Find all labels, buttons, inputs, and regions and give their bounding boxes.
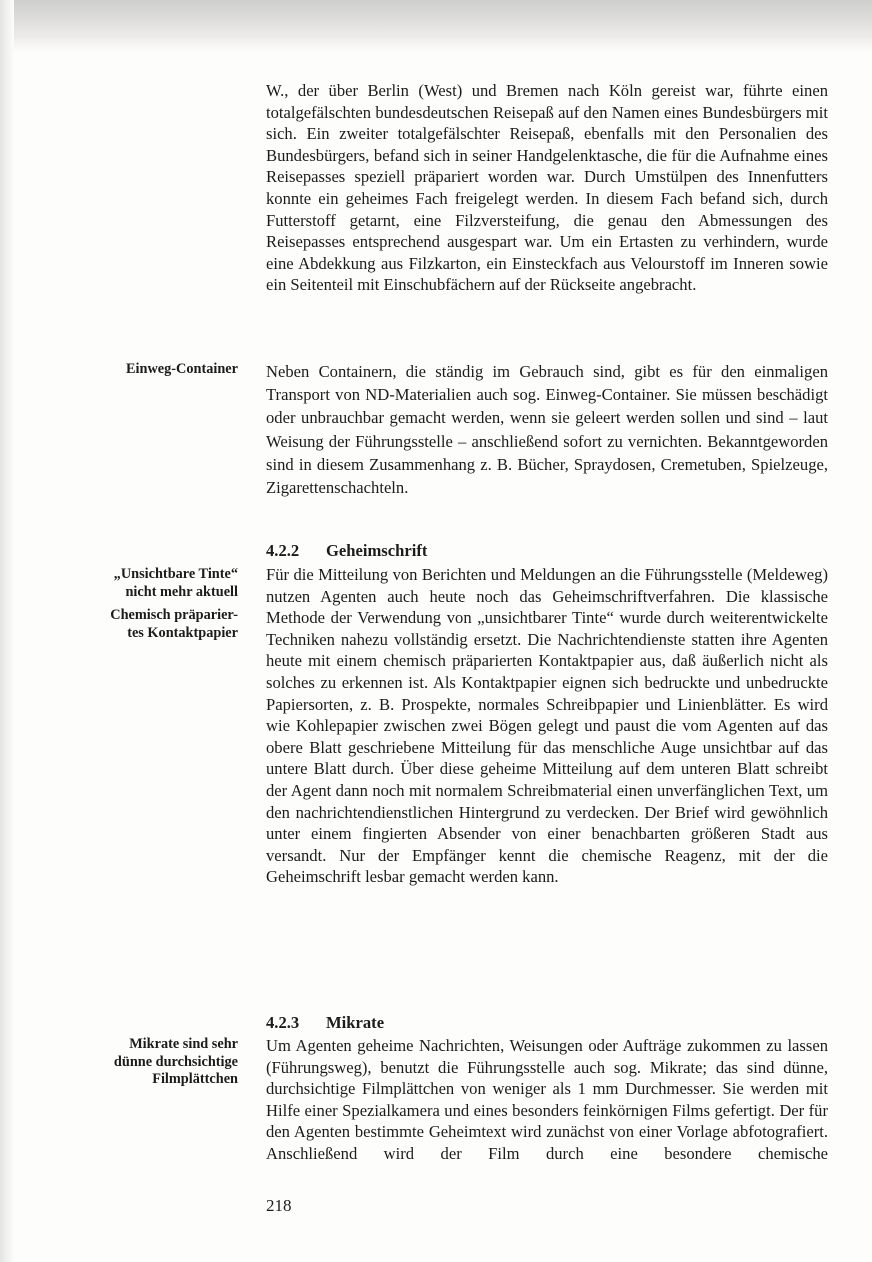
mikrate-paragraph <box>266 1035 828 1165</box>
intro-paragraph <box>266 80 828 296</box>
page-number: 218 <box>266 1196 292 1215</box>
scan-shadow-top <box>0 0 872 52</box>
margin-note-einweg: Einweg-Container <box>126 361 238 377</box>
scan-shadow-left <box>0 0 14 1262</box>
margin-note-mikrate: Mikrate sind sehr dünne durchsichtige Filmplättchen <box>113 1036 238 1087</box>
einweg-paragraph <box>266 360 828 499</box>
margin-note-tinte: „Unsichtbare Tinte“ nicht mehr aktuell Chemisch präparier- tes Kontaktpapier <box>60 566 238 642</box>
intro-text: W., der über Berlin (West) und Bremen nach Köln gereist war, führte einen totalgefälschten bundesdeutschen Reisepaß auf den Namen eines Bundesbürgers mit sich. Ein zweiter totalgefälschter Reisepaß, ebenfalls mit den Personalien des Bundesbürgers, befand sich in seiner Handgelenktasche, die für die Aufnahme eines Reisepasses speziell präpariert worden war. Durch Umstülpen des Innenfutters konnte ein geheimes Fach freigelegt werden. In diesem Fach befand sich, durch Futterstoff getarnt, eine Filzversteifung, die genau den Abmessungen des Reisepasses entsprechend ausgespart war. Um ein Ertasten zu verhindern, wurde eine Abdekkung aus Filzkarton, ein Einsteckfach aus Velourstoff im Inneren sowie ein Seitenteil mit Einschubfächern auf der Rückseite angebracht. <box>266 81 828 295</box>
geheimschrift-paragraph <box>266 564 828 888</box>
section-heading-geheimschrift <box>266 540 427 561</box>
mikrate-text: Um Agenten geheime Nachrichten, Weisungen oder Aufträge zukommen zu lassen (Führungsweg), benutzt die Führungsstelle auch sog. Mikrate; das sind dünne, durchsichtige Filmplättchen von weniger als 1 mm Durchmesser. Sie werden mit Hilfe einer Spezialkamera und eines besonders feinkörnigen Films gefertigt. Der für den Agenten bestimmte Geheimtext wird zunächst von einer Vorlage abfotografiert. Anschließend wird der Film durch eine besondere chemische <box>266 1036 828 1163</box>
section-number: 4.2.3 <box>266 1013 300 1032</box>
geheimschrift-text: Für die Mitteilung von Berichten und Meldungen an die Führungsstelle (Meldeweg) nutzen Agenten auch heute noch das Geheimschriftverfahren. Die klassische Methode der Verwendung von „unsichtbarer Tinte“ wurde durch weiterentwickelte Techniken nahezu vollständig ersetzt. Die Nachrichtendienste statten ihre Agenten heute mit einem chemisch präparierten Kontaktpapier aus, daß äußerlich nicht als solches zu erkennen ist. Als Kontaktpapier eignen sich bedruckte und unbedruckte Papiersorten, z. B. Prospekte, normales Schreibpapier und Linienblätter. Es wird wie Kohlepapier zwischen zwei Bögen gelegt und paust die vom Agenten auf das obere Blatt geschriebene Mitteilung für das menschliche Auge unsichtbar auf das untere Blatt durch. Über diese geheime Mitteilung auf dem unteren Blatt schreibt der Agent dann noch mit normalem Schreibmaterial einen unverfänglichen Text, um den nachrichtendienstlichen Hintergrund zu verdecken. Der Brief wird gewöhnlich unter einem fingierten Absender von einer benachbarten größeren Stadt aus versandt. Nur der Empfänger kennt die chemische Reagenz, mit der die Geheimschrift lesbar gemacht werden kann. <box>266 565 828 887</box>
margin-note-kontaktpapier: Chemisch präparier- tes Kontaktpapier <box>110 607 238 641</box>
section-title: Mikrate <box>326 1013 385 1032</box>
section-number: 4.2.2 <box>266 541 300 560</box>
einweg-text: Neben Containern, die ständig im Gebrauch sind, gibt es für den einmaligen Transport von ND-Materialien auch sog. Einweg-Container. Sie müssen beschädigt oder unbrauchbar gemacht werden, wenn sie geleert werden sollen und sind – laut Weisung der Führungsstelle – anschließend sofort zu vernichten. Bekanntgeworden sind in diesem Zusammenhang z. B. Bücher, Spraydosen, Cremetuben, Spielzeuge, Zigarettenschachteln. <box>266 362 828 498</box>
section-heading-mikrate <box>266 1012 384 1033</box>
section-title: Geheimschrift <box>326 541 428 560</box>
